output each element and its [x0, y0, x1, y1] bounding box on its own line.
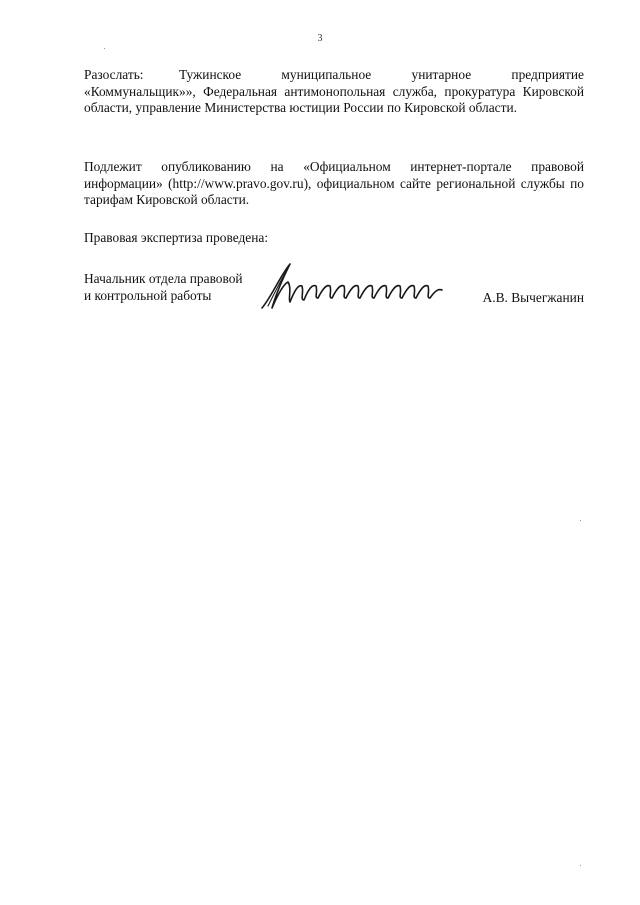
scan-speck: [580, 520, 581, 521]
handwritten-signature: [258, 262, 448, 312]
signer-title: [84, 271, 243, 304]
distribution-label: Разослать:: [84, 67, 144, 82]
signer-title-line-2: и контрольной работы: [84, 287, 212, 303]
signer-name: А.В. Вычегжанин: [482, 290, 584, 305]
distribution-text: Тужинское муниципальное унитарное предприятие «Коммунальщик»», Федеральная антимонопольная служба, прокуратура Кировской области, управление Министерства юстиции России по Кировской области.: [84, 67, 584, 115]
publication-paragraph: Подлежит опубликованию на «Официальном интернет-портале правовой информации» (http://www.pravo.gov.ru), официальном сайте региональной службы по тарифам Кировской области.: [84, 159, 584, 207]
legal-expertise-note: Правовая экспертиза проведена:: [84, 230, 269, 245]
scan-speck: [580, 865, 581, 866]
signer-title-line-1: Начальник отдела правовой: [84, 271, 243, 286]
scan-speck: [104, 48, 105, 49]
distribution-paragraph: [84, 67, 584, 117]
page-number: 3: [317, 33, 323, 44]
